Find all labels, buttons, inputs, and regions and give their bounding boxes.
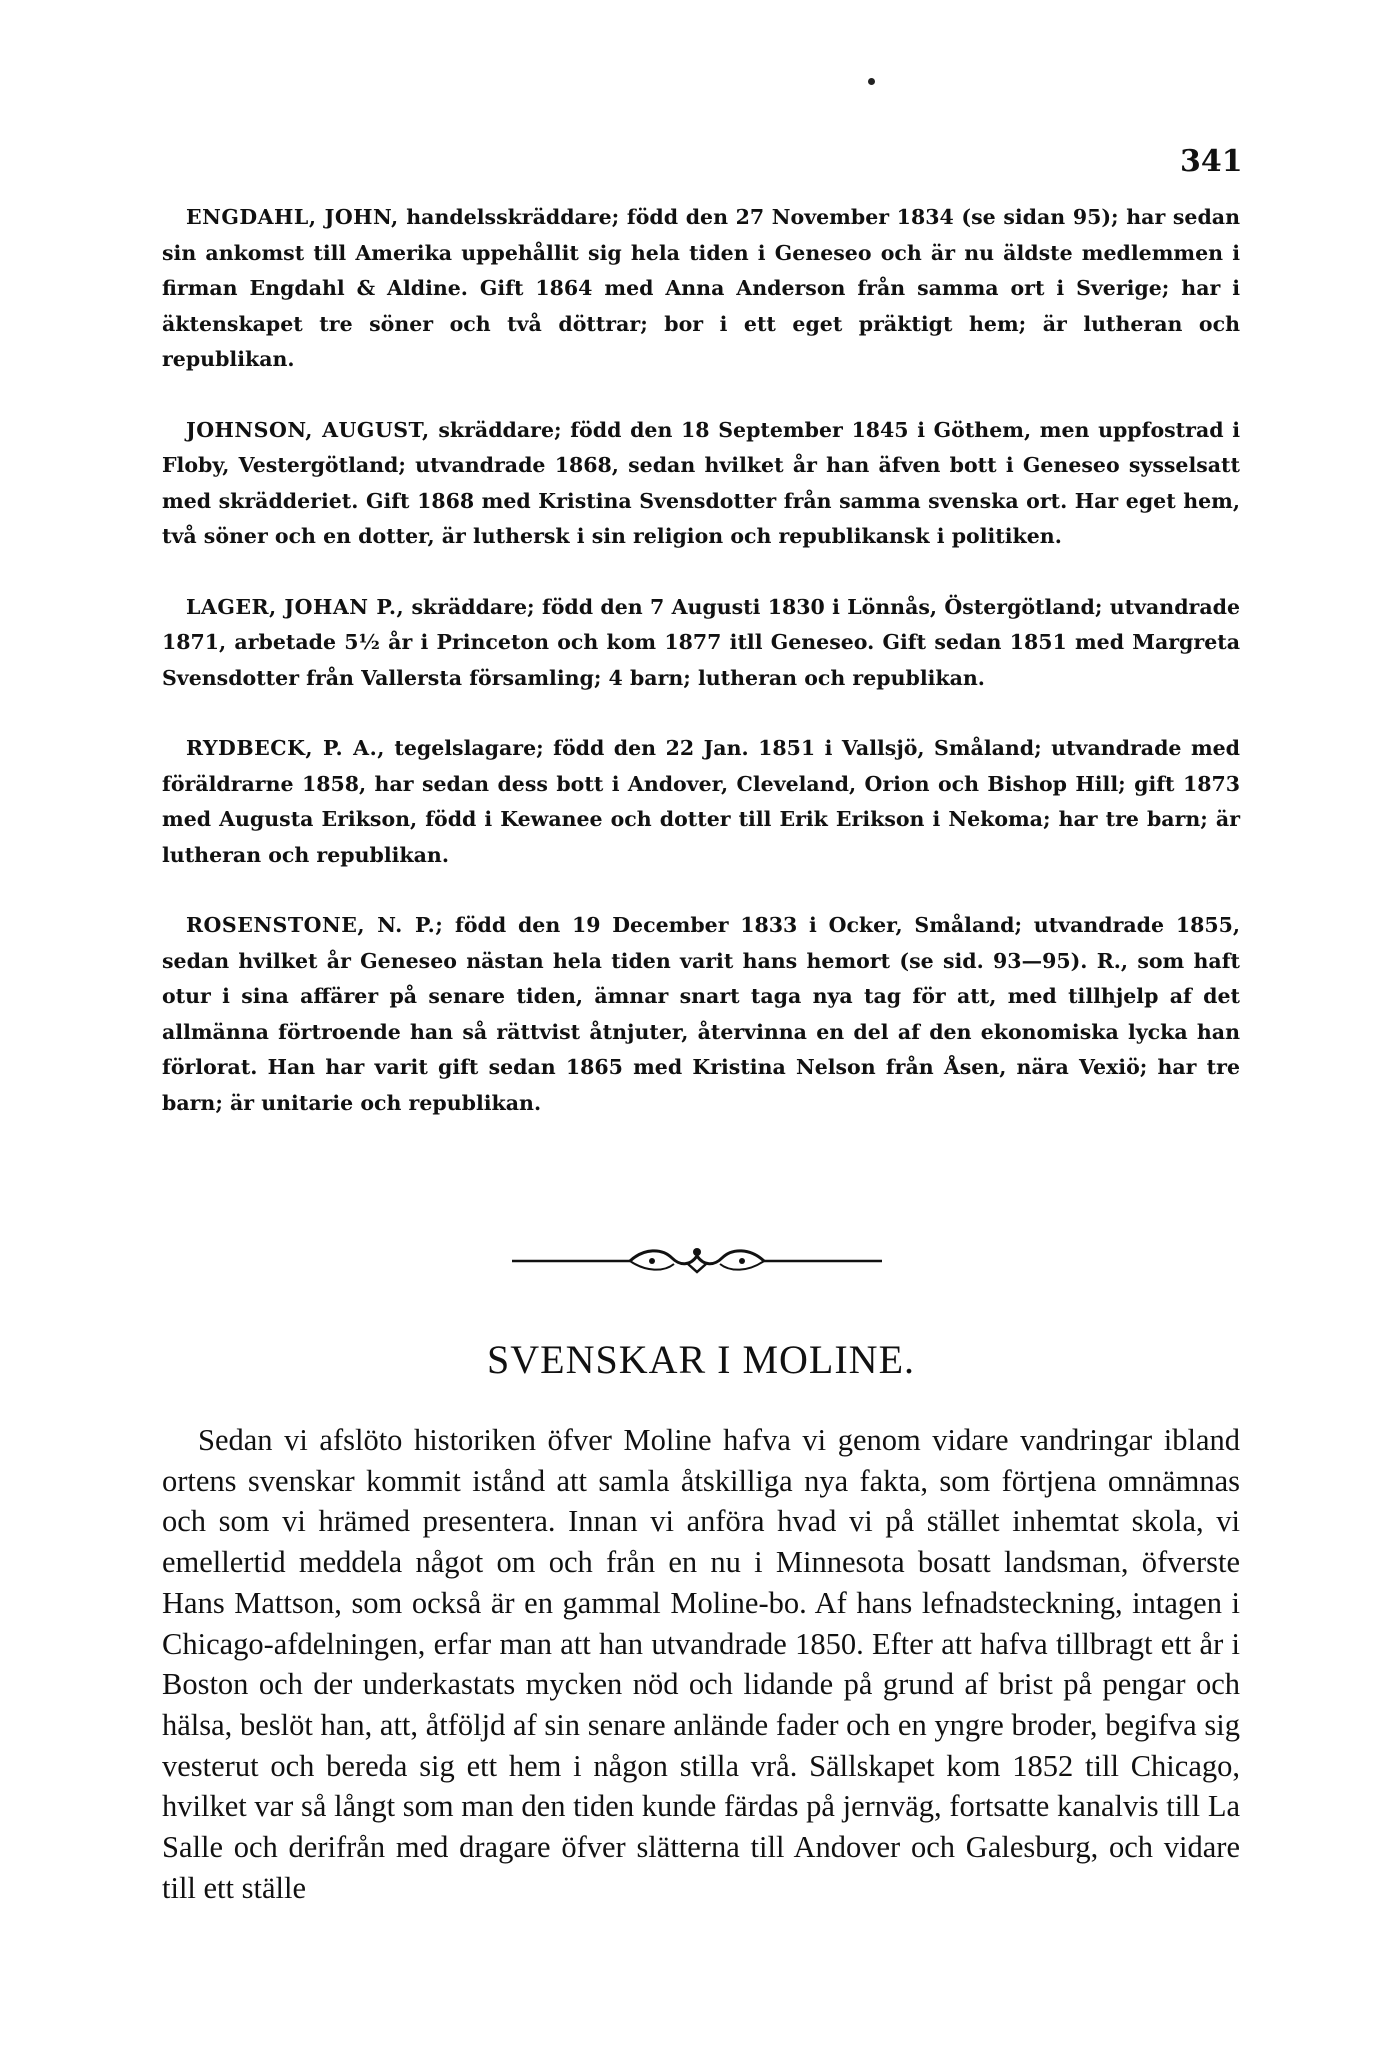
biography-entry xyxy=(162,731,1240,873)
print-speck xyxy=(868,78,875,85)
entry-name: ENGDAHL, JOHN, xyxy=(186,205,399,229)
entry-text: handelsskräddare; född den 27 November 1834 (se sidan 95); har sedan sin ankomst till Amerika uppehållit sig hela tiden i Geneseo och är nu äldste medlemmen i firman Engdahl & Aldine. Gift 1864 med Anna Anderson från samma ort i Sverige; har i äktenskapet tre söner och två döttrar; bor i ett eget präktigt hem; är lutheran och republikan. xyxy=(162,205,1240,371)
biography-entry xyxy=(162,908,1240,1121)
entry-text: skräddare; född den 7 Augusti 1830 i Lönnås, Östergötland; utvandrade 1871, arbetade 5½ år i Princeton och kom 1877 itll Geneseo. Gift sedan 1851 med Margreta Svensdotter från Vallersta församling; 4 barn; lutheran och republikan. xyxy=(162,594,1241,690)
biography-entry xyxy=(162,413,1240,555)
body-paragraph: Sedan vi afslöto historiken öfver Moline hafva vi genom vidare vandringar ibland ortens svenskar kommit istånd att samla åtskilliga nya fakta, som förtjena omnämnas och som vi hrämed presentera. Innan vi anföra hvad vi på stället inhemtat skola, vi emellertid meddela något om och från en nu i Minnesota bosatt landsman, öfverste Hans Mattson, som också är en gammal Moline-bo. Af hans lefnadsteckning, intagen i Chicago-afdelningen, erfar man att han utvandrade 1850. Efter att hafva tillbragt ett år i Boston och der underkastats mycken nöd och lidande på grund af brist på pengar och hälsa, beslöt han, att, åtföljd af sin senare anlände fader och en yngre broder, begifva sig vesterut och bereda sig ett hem i någon stilla vrå. Sällskapet kom 1852 till Chicago, hvilket var så långt som man den tiden kunde färdas på jernväg, fortsatte kanalvis till La Salle och derifrån med dragare öfver slätterna till Andover och Galesburg, och vidare till ett ställe xyxy=(162,1423,1240,1905)
entry-text: född den 19 December 1833 i Ocker, Småland; utvandrade 1855, sedan hvilket år Geneseo nästan hela tiden varit hans hemort (se sid. 93—95). R., som haft otur i sina affärer på senare tiden, ämnar snart taga nya tag för att, med tillhjelp af det allmänna förtroende han så rättvist åtnjuter, återvinna en del af den ekonomiska lycka han förlorat. Han har varit gift sedan 1865 med Kristina Nelson från Åsen, nära Vexiö; har tre barn; är unitarie och republikan. xyxy=(162,913,1241,1115)
entry-name: RYDBECK, P. A., xyxy=(186,736,385,760)
page-number: 341 xyxy=(1180,144,1243,179)
entry-name: LAGER, JOHAN P., xyxy=(186,594,405,619)
entry-name: JOHNSON, AUGUST, xyxy=(186,417,430,442)
decorative-divider-ornament xyxy=(512,1240,882,1280)
section-title: SVENSKAR I MOLINE. xyxy=(487,1337,915,1382)
biography-entries xyxy=(162,200,1240,1156)
entry-text: tegelslagare; född den 22 Jan. 1851 i Vallsjö, Småland; utvandrade med föräldrarne 1858, har sedan dess bott i Andover, Cleveland, Orion och Bishop Hill; gift 1873 med Augusta Erikson, född i Kewanee och dotter till Erik Erikson i Nekoma; har tre barn; är lutheran och republikan. xyxy=(162,736,1241,867)
entry-name: ROSENSTONE, N. P.; xyxy=(186,913,444,937)
entry-text: skräddare; född den 18 September 1845 i Göthem, men uppfostrad i Floby, Vestergötland; utvandrade 1868, sedan hvilket år han äfven bott i Geneseo sysselsatt med skrädderiet. Gift 1868 med Kristina Svensdotter från samma svenska ort. Har eget hem, två söner och en dotter, är luthersk i sin religion och republikansk i politiken. xyxy=(162,417,1241,548)
biography-entry xyxy=(162,590,1240,697)
biography-entry xyxy=(162,200,1240,378)
